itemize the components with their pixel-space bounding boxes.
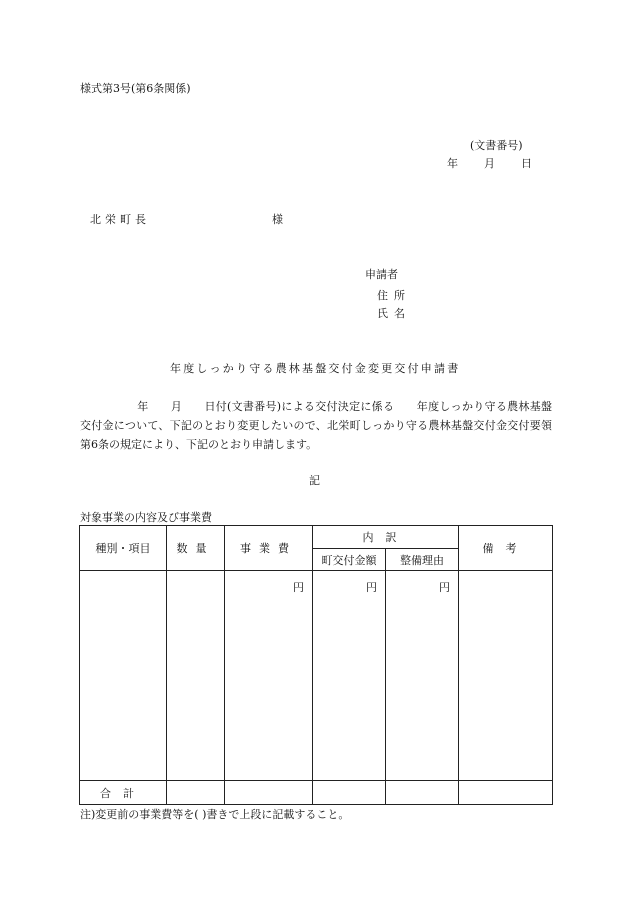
date-day: 日 [521, 157, 532, 170]
total-cost [225, 781, 313, 805]
form-number: 様式第3号(第6条関係) [80, 82, 191, 95]
header-town-amount: 町交付金額 [313, 549, 386, 571]
total-label: 合計 [80, 781, 167, 805]
cell-remarks [459, 571, 553, 781]
total-town-amount [313, 781, 386, 805]
total-remarks [459, 781, 553, 805]
document-number-label: (文書番号) [470, 139, 523, 152]
header-type: 種別・項目 [80, 526, 167, 571]
cell-quantity [167, 571, 225, 781]
cell-cost: 円 [225, 571, 313, 781]
cell-type [80, 571, 167, 781]
total-reason [386, 781, 459, 805]
total-quantity [167, 781, 225, 805]
body-paragraph [80, 397, 552, 454]
body-year: 年 [137, 400, 149, 413]
applicant-label: 申請者 [365, 268, 398, 281]
header-breakdown: 内訳 [313, 526, 459, 549]
ki-heading: 記 [309, 474, 320, 487]
header-reason: 整備理由 [386, 549, 459, 571]
table-caption: 対象事業の内容及び事業費 [80, 511, 212, 524]
header-remarks: 備考 [459, 526, 553, 571]
addressee: 北栄町長 [90, 213, 150, 226]
footnote: 注)変更前の事業費等を( )書きで上段に記載すること。 [80, 808, 350, 821]
body-month: 月 [170, 400, 183, 413]
document-title: 年度しっかり守る農林基盤交付金変更交付申請書 [170, 362, 461, 375]
address-label: 住所 [377, 289, 411, 302]
table-row [80, 571, 553, 781]
cell-reason: 円 [386, 571, 459, 781]
header-cost: 事業費 [225, 526, 313, 571]
date-line [447, 155, 532, 171]
total-row [80, 781, 553, 805]
name-label: 氏名 [377, 307, 411, 320]
project-table [79, 525, 553, 805]
body-text: 日付(文書番号)による交付決定に係る 年度しっかり守る農林基盤交付金について、下記のとおり変更したいので、北栄町しっかり守る農林基盤交付金交付要領第6条の規定により、下記のとおり申請します。 [80, 400, 552, 451]
cell-town-amount: 円 [313, 571, 386, 781]
date-month: 月 [484, 157, 495, 170]
date-year: 年 [447, 157, 458, 170]
honorific: 様 [272, 213, 283, 226]
header-quantity: 数量 [167, 526, 225, 571]
